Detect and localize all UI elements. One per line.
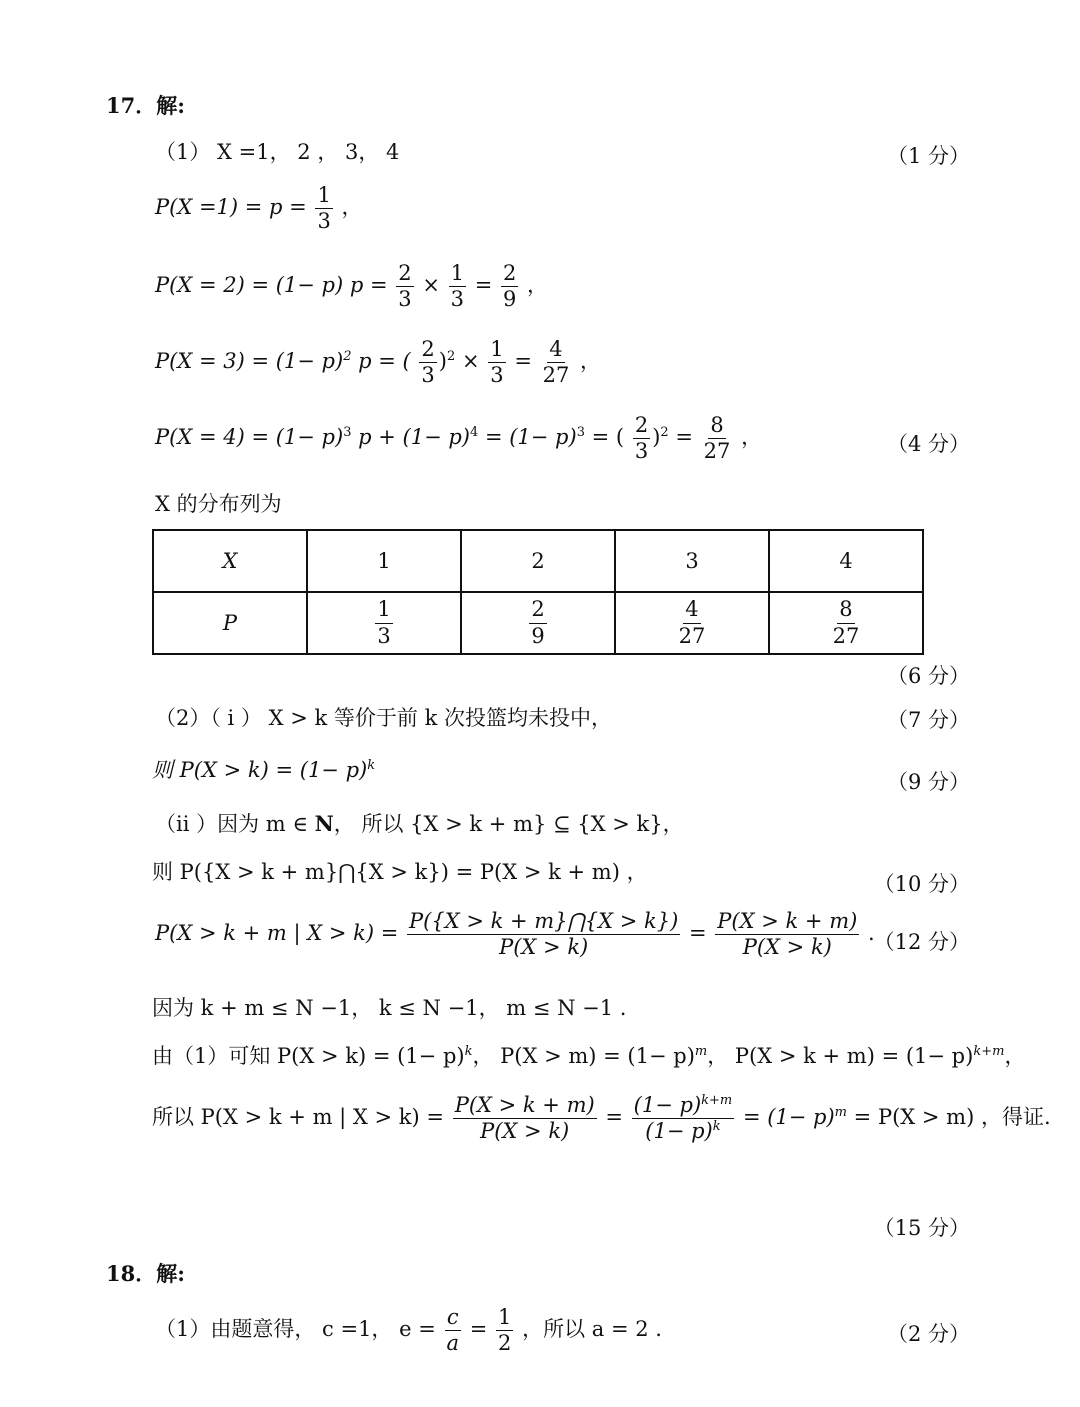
- score-9: （9 分）: [886, 770, 970, 794]
- eq-px4: $P(X = 4) = (1- p)^3$ $p + (1- p)^4 = (1- p)^3$ = ( $\frac{2}{3}$ )$^2$ = $\frac{8}{27}$ ，: [155, 413, 763, 464]
- eq-conditional: P(X > k + m | X > k) = $\frac{P(\{X > k + m\}⋂\{X > k\})}{P(X > k)}$ = $\frac{P(X > k + m)}{P(X > k)}$ .: [155, 909, 875, 960]
- score-4: （4 分）: [886, 432, 970, 456]
- distribution-table: [152, 529, 924, 655]
- q17-header: 17．解:: [106, 93, 185, 118]
- score-1: （1 分）: [886, 144, 970, 168]
- eq-px3: $P(X = 3) = (1- p)^2$ p = ( $\frac{2}{3}$ )$^2$ × $\frac{1}{3}$ = $\frac{4}{27}$ ，: [155, 337, 602, 388]
- frac-1-3: $\frac{1}{3}$: [317, 183, 331, 234]
- score-7: （7 分）: [886, 708, 970, 732]
- conclusion-line: 所以 P(X > k + m | X > k) = $\frac{P(X > k + m)}{P(X > k)}$ = $\frac{(1- p)^{k+m}}{(1- p)^k}$ = $(1- p)^m = P(X > m)$ ，得证.: [152, 1093, 1051, 1144]
- q17-part1-intro: （1） X =1， 2 ， 3， 4: [155, 140, 400, 164]
- score-15: （15 分）: [873, 1216, 970, 1240]
- table-cell: 4: [769, 530, 923, 592]
- part2i-then: 则 $P(X > k) = (1- p)^k$: [152, 758, 376, 782]
- table-row: [153, 592, 923, 654]
- because-line: 因为 k + m ≤ N −1， k ≤ N −1， m ≤ N −1 .: [152, 996, 627, 1020]
- eq-px1: P(X =1) = p = $\frac{1}{3}$ ，: [155, 183, 363, 234]
- table-cell: 2: [461, 530, 615, 592]
- q18-part1: （1）由题意得， c =1， e = $\frac{c}{a}$ = $\frac{1}{2}$ ，所以 a = 2 .: [155, 1305, 662, 1356]
- part2i: （2）（ i ） X > k 等价于前 k 次投篮均未投中，: [155, 706, 612, 730]
- table-cell: P: [153, 592, 307, 654]
- table-cell: $\frac{2}{9}$: [461, 592, 615, 654]
- table-cell: 1: [307, 530, 461, 592]
- table-cell: $\frac{1}{3}$: [307, 592, 461, 654]
- dist-label: X 的分布列为: [155, 492, 282, 516]
- score-6: （6 分）: [886, 664, 970, 688]
- table-cell: 3: [615, 530, 769, 592]
- from-part1-line: 由（1）可知 $P(X > k) = (1- p)^k$， $P(X > m) = (1- p)^m$， $P(X > k + m) = (1- p)^{k+m}$，: [152, 1044, 1026, 1068]
- q18-header: 18．解:: [106, 1261, 185, 1286]
- table-row: [153, 530, 923, 592]
- eq-px2: P(X = 2) = (1− p) p = $\frac{2}{3}$ × $\frac{1}{3}$ = $\frac{2}{9}$ ，: [155, 261, 549, 312]
- part2ii-then: 则 P({X > k + m}⋂{X > k}) = P(X > k + m) ，: [152, 860, 648, 884]
- part2ii: （ii ）因为 m ∈ N， 所以 {X > k + m} ⊆ {X > k}，: [155, 811, 684, 836]
- table-cell: $\frac{8}{27}$: [769, 592, 923, 654]
- score-2: （2 分）: [886, 1322, 970, 1346]
- table-cell: $\frac{4}{27}$: [615, 592, 769, 654]
- table-cell: X: [153, 530, 307, 592]
- score-12: （12 分）: [873, 930, 970, 954]
- score-10: （10 分）: [873, 872, 970, 896]
